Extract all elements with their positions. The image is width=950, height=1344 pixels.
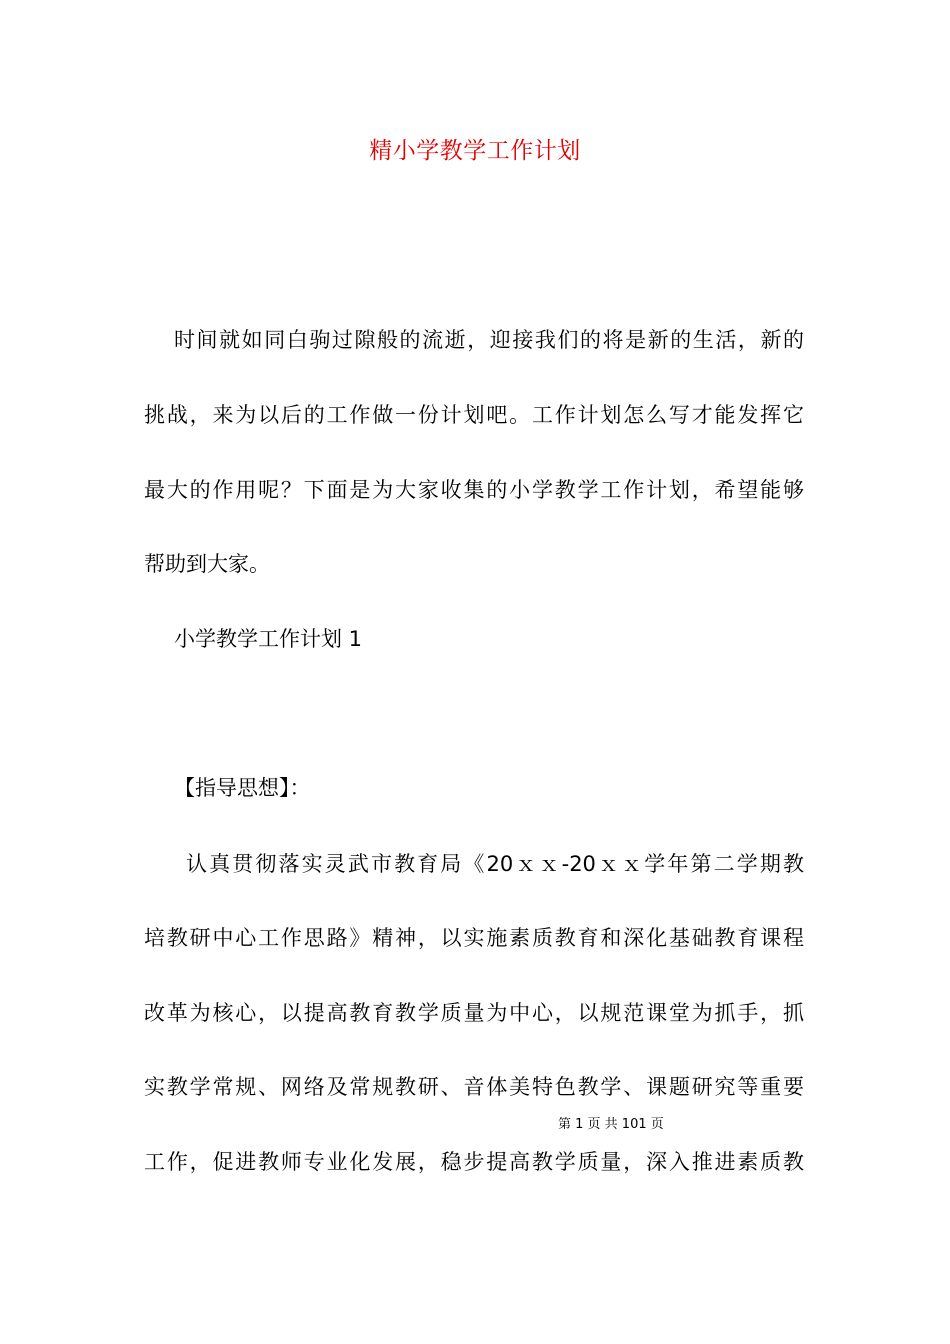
body-line-4: 实教学常规、网络及常规教研、音体美特色教学、课题研究等重要	[144, 1075, 804, 1099]
body-line-1: 认真贯彻落实灵武市教育局《20ｘｘ-20ｘｘ学年第二学期教	[186, 852, 804, 876]
page-footer: 第 1 页 共 101 页	[558, 1117, 664, 1132]
intro-line-1: 时间就如同白驹过隙般的流逝，迎接我们的将是新的生活，新的	[174, 328, 804, 352]
intro-line-4: 帮助到大家。	[144, 552, 270, 576]
section-heading: 小学教学工作计划 1	[174, 627, 363, 651]
intro-line-3: 最大的作用呢？下面是为大家收集的小学教学工作计划，希望能够	[144, 478, 804, 502]
body-line-5: 工作，促进教师专业化发展，稳步提高教学质量，深入推进素质教	[144, 1150, 804, 1174]
document-title: 精小学教学工作计划	[369, 138, 581, 164]
guide-heading: 【指导思想】：	[174, 776, 311, 800]
intro-line-2: 挑战，来为以后的工作做一份计划吧。工作计划怎么写才能发挥它	[144, 403, 804, 427]
body-line-2: 培教研中心工作思路》精神，以实施素质教育和深化基础教育课程	[144, 926, 804, 950]
body-line-3: 改革为核心，以提高教育教学质量为中心，以规范课堂为抓手，抓	[144, 1001, 804, 1025]
